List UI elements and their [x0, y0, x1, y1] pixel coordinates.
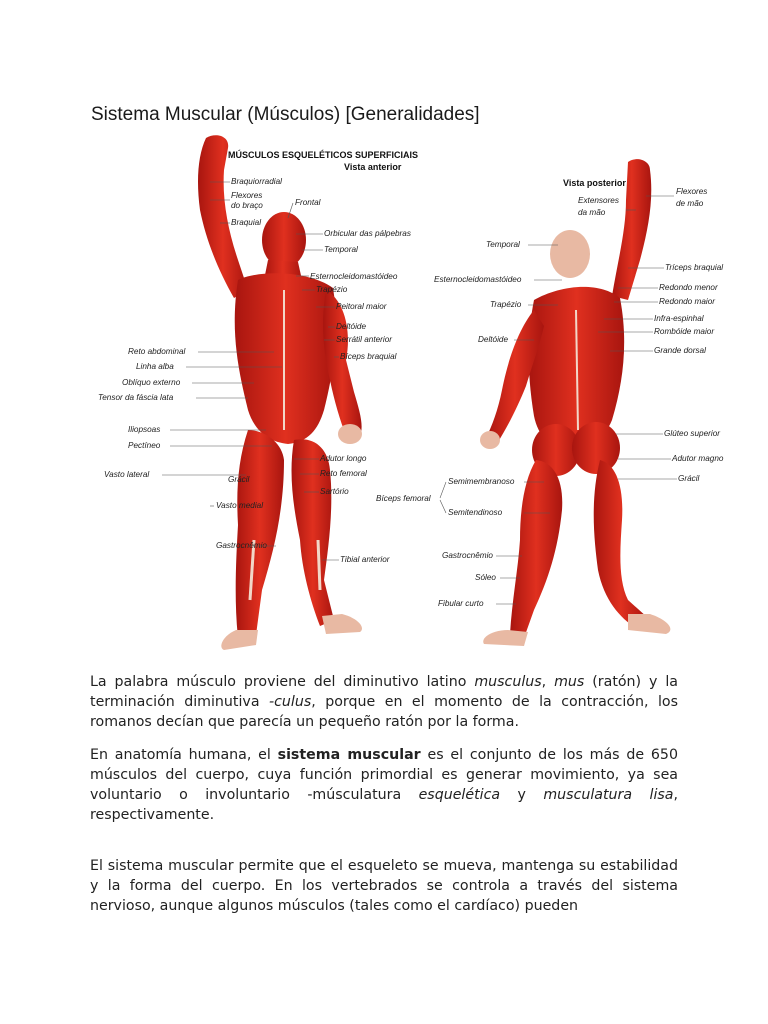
label-p-semimembranoso: Semimembranoso	[448, 477, 515, 486]
label-p-grande-dorsal: Grande dorsal	[654, 346, 706, 355]
label-p-esternocleidomastoideo: Esternocleidomastóideo	[434, 275, 522, 284]
label-reto-abdominal: Reto abdominal	[128, 347, 186, 356]
label-temporal: Temporal	[324, 245, 358, 254]
label-p-adutor-magno: Adutor magno	[672, 454, 724, 463]
p2-text-2: es el conjunto de los más de 650 músculos del cuerpo, cuya función primordial es generar movimiento, ya sea voluntario o involuntario -músculatura	[90, 747, 678, 803]
p1-text-4: , porque en el momento de la contracción, los romanos decían que parecía un pequeño ratón por la forma.	[90, 694, 678, 730]
p2-bold-sistema-muscular: sistema muscular	[277, 747, 421, 763]
label-frontal: Frontal	[295, 198, 321, 207]
label-do-braco: do braço	[231, 201, 263, 210]
label-p-gracil: Grácil	[678, 474, 700, 483]
label-sartorio: Sartório	[320, 487, 349, 496]
p2-italic-esqueletica: esquelética	[418, 787, 501, 803]
muscle-diagram-svg	[88, 130, 724, 660]
label-linha-alba: Linha alba	[136, 362, 174, 371]
p1-italic-musculus: musculus	[474, 674, 542, 690]
label-orbicular: Orbicular das pálpebras	[324, 229, 411, 238]
diagram-header: MÚSCULOS ESQUELÉTICOS SUPERFICIAIS	[228, 150, 419, 160]
p2-italic-musculatura-lisa: musculatura lisa	[543, 787, 674, 803]
posterior-view-label: Vista posterior	[563, 178, 626, 188]
label-p-romboide: Rombóide maior	[654, 327, 715, 336]
label-obliquo-externo: Oblíquo externo	[122, 378, 181, 387]
label-p-infra-espinhal: Infra-espinhal	[654, 314, 704, 323]
paragraph-definition	[90, 745, 678, 825]
p1-text-2: ,	[541, 674, 555, 690]
p1-italic-mus: mus	[554, 674, 585, 690]
label-p-redondo-maior: Redondo maior	[659, 297, 715, 306]
label-vasto-medial: Vasto medial	[216, 501, 264, 510]
label-gastrocnemio: Gastrocnêmio	[216, 541, 267, 550]
p2-text-4: , respectivamente.	[90, 787, 678, 823]
label-serratil-anterior: Serrátil anterior	[336, 335, 392, 344]
anterior-figure	[198, 135, 362, 650]
label-p-soleo: Sóleo	[475, 573, 496, 582]
label-p-triceps: Tríceps braquial	[665, 263, 724, 272]
label-p-gluteo: Glúteo superior	[664, 429, 720, 438]
label-braquial: Braquial	[231, 218, 262, 227]
label-biceps-braquial: Bíceps braquial	[340, 352, 397, 361]
label-p-deltoide: Deltóide	[478, 335, 509, 344]
label-p-flexores: Flexores	[676, 187, 708, 196]
label-reto-femoral: Reto femoral	[320, 469, 367, 478]
anterior-view-label: Vista anterior	[344, 162, 402, 172]
label-p-gastrocnemio: Gastrocnêmio	[442, 551, 493, 560]
label-peitoral-maior: Peitoral maior	[336, 302, 387, 311]
p2-text-3: y	[500, 787, 544, 803]
label-p-extensores: Extensores	[578, 196, 619, 205]
label-braquiorradial: Braquiorradial	[231, 177, 282, 186]
label-trapezio: Trapézio	[316, 285, 348, 294]
label-adutor-longo: Adutor longo	[320, 454, 367, 463]
label-vasto-lateral: Vasto lateral	[104, 470, 150, 479]
label-p-fibular-curto: Fibular curto	[438, 599, 484, 608]
p2-text-1: En anatomía humana, el	[90, 747, 278, 763]
label-tensor: Tensor da fáscia lata	[98, 393, 174, 402]
label-flexores: Flexores	[231, 191, 263, 200]
muscle-diagram	[88, 130, 724, 660]
p1-text-3: (ratón) y la terminación diminutiva	[90, 674, 678, 710]
label-p-trapezio: Trapézio	[490, 300, 522, 309]
label-pectineo: Pectíneo	[128, 441, 161, 450]
label-tibial-anterior: Tibial anterior	[340, 555, 390, 564]
label-p-da-mao: da mão	[578, 208, 606, 217]
posterior-figure	[480, 159, 670, 646]
label-p-semitendinoso: Semitendinoso	[448, 508, 503, 517]
page-title: Sistema Muscular (Músculos) [Generalidades]	[91, 104, 480, 125]
label-esternocleidomastoideo: Esternocleidomastóideo	[310, 272, 398, 281]
label-p-temporal: Temporal	[486, 240, 520, 249]
paragraph-function: El sistema muscular permite que el esqueleto se mueva, mantenga su estabilidad y la forma del cuerpo. En los vertebrados se controla a través del sistema nervioso, aunque algunos músculos (tales como el cardíaco) pueden	[90, 858, 678, 914]
paragraph-etymology	[90, 672, 678, 732]
label-gracil: Grácil	[228, 475, 250, 484]
p1-text-1: La palabra músculo proviene del diminutivo latino	[90, 674, 475, 690]
p1-italic-culus: -culus	[269, 694, 312, 710]
label-p-redondo-menor: Redondo menor	[659, 283, 718, 292]
label-iliopsoas: Iliopsoas	[128, 425, 161, 434]
label-p-de-mao: de mão	[676, 199, 704, 208]
label-p-biceps-femoral: Bíceps femoral	[376, 494, 431, 503]
label-deltoide: Deltóide	[336, 322, 367, 331]
